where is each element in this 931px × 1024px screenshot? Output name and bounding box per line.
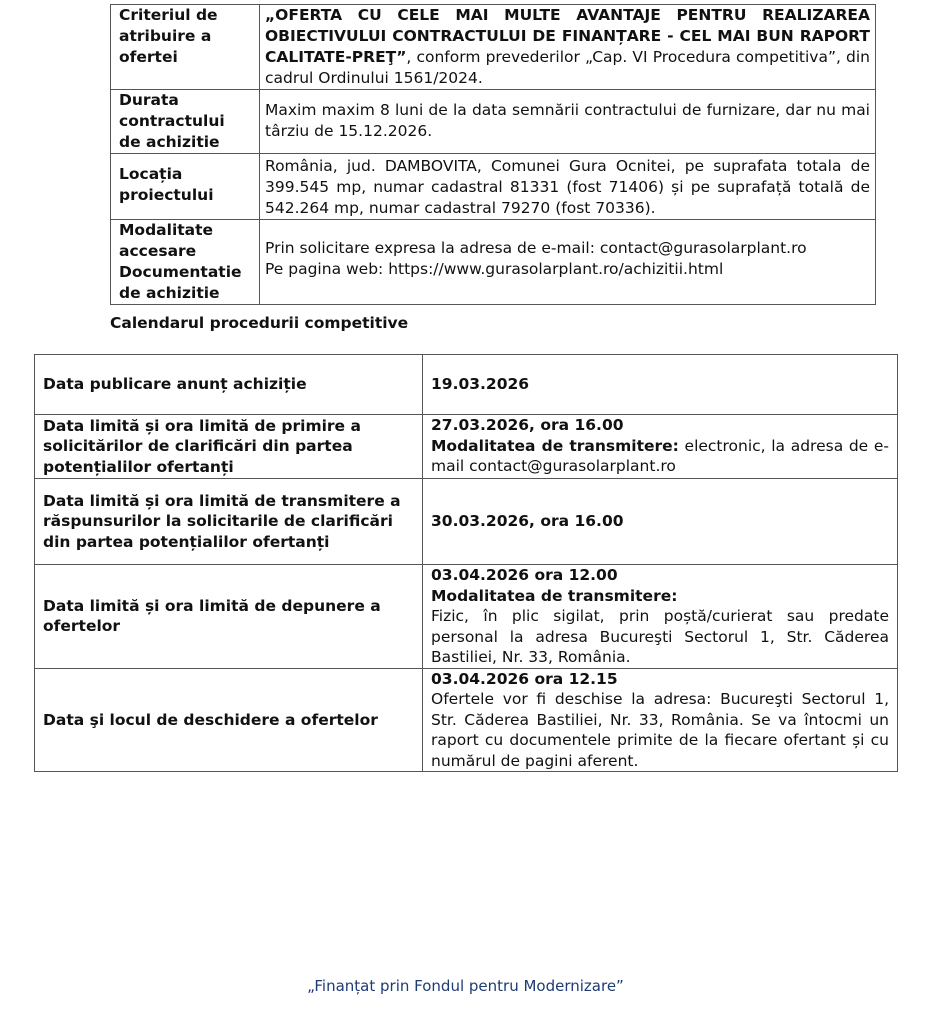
label-line: atribuire a <box>119 27 212 45</box>
footer-funding-note: „Finanțat prin Fondul pentru Modernizare” <box>307 977 624 995</box>
row-label: Data limită și ora limită de transmitere a răspunsurilor la solicitarile de clarificări din partea potențialilor ofertanți <box>35 479 423 565</box>
transmission-label: Modalitatea de transmitere: <box>431 436 679 455</box>
opening-date: 03.04.2026 ora 12.15 <box>431 669 618 688</box>
label-line: Criteriul de <box>119 6 218 24</box>
label-line: de achizitie <box>119 133 220 151</box>
label-line: contractului <box>119 112 225 130</box>
label-line: Durata <box>119 91 179 109</box>
label-line: Documentatie <box>119 263 242 281</box>
label-line: de achizitie <box>119 284 220 302</box>
publication-date: 19.03.2026 <box>423 355 898 415</box>
clarification-answer-date: 30.03.2026, ora 16.00 <box>423 479 898 565</box>
row-label: Data şi locul de deschidere a ofertelor <box>35 668 423 772</box>
table-row <box>111 220 876 305</box>
duration-text: Maxim maxim 8 luni de la data semnării contractului de furnizare, dar nu mai târziu de 15.12.2026. <box>265 101 870 140</box>
project-location-value <box>260 154 876 220</box>
deadline-date: 27.03.2026, ora 16.00 <box>431 416 624 434</box>
email-request-text: Prin solicitare expresa la adresa de e-mail: contact@gurasolarplant.ro <box>265 239 807 257</box>
opening-text: Ofertele vor fi deschise la adresa: Bucureşti Sectorul 1, Str. Căderea Bastiliei, Nr. 33, România. Se va întocmi un raport cu documentele primite de la fiecare ofertant și cu numărul de pagini aferent. <box>431 690 889 770</box>
contract-duration-value <box>260 90 876 154</box>
table-row <box>111 154 876 220</box>
clarification-request-value <box>423 415 898 479</box>
table-row <box>35 668 898 772</box>
row-label <box>111 220 260 305</box>
transmission-text: electronic, la adresa de e-mail contact@gurasolarplant.ro <box>431 436 889 475</box>
table-row <box>35 415 898 479</box>
offer-opening-value <box>423 668 898 772</box>
award-criterion-value <box>260 5 876 90</box>
label-line: ofertei <box>119 48 178 66</box>
documentation-access-value <box>260 220 876 305</box>
section-title: Calendarul procedurii competitive <box>110 314 409 332</box>
table-row <box>111 5 876 90</box>
row-label <box>111 90 260 154</box>
table-row <box>35 479 898 565</box>
row-label <box>111 5 260 90</box>
website-text: Pe pagina web: https://www.gurasolarplant.ro/achizitii.html <box>265 260 724 278</box>
row-label: Data publicare anunț achiziție <box>35 355 423 415</box>
table-row <box>111 90 876 154</box>
label-line: Locația <box>119 165 183 183</box>
label-line: accesare <box>119 242 197 260</box>
label-line: proiectului <box>119 186 214 204</box>
table-row <box>35 355 898 415</box>
row-label: Data limită și ora limită de depunere a ofertelor <box>35 565 423 669</box>
submission-text: Fizic, în plic sigilat, prin poștă/curierat sau predate personal la adresa Bucureşti Sectorul 1, Str. Căderea Bastiliei, Nr. 33, România. <box>431 607 889 666</box>
deadline-date: 03.04.2026 ora 12.00 <box>431 566 618 584</box>
row-label: Data limită și ora limită de primire a solicitărilor de clarificări din partea potențialilor ofertanți <box>35 415 423 479</box>
row-label <box>111 154 260 220</box>
transmission-label: Modalitatea de transmitere: <box>431 586 678 605</box>
location-text: România, jud. DAMBOVITA, Comunei Gura Ocnitei, pe suprafata totala de 399.545 mp, numar cadastral 81331 (fost 71406) și pe suprafață totală de 542.264 mp, numar cadastral 79270 (fost 70336). <box>265 157 870 217</box>
offer-submission-value <box>423 565 898 669</box>
award-criterion-rest: , conform prevederilor „Cap. VI Procedura competitiva”, din cadrul Ordinului 1561/2024. <box>265 48 870 87</box>
label-line: Modalitate <box>119 221 214 239</box>
procurement-details-table <box>110 4 876 305</box>
procedure-calendar-table <box>34 354 898 772</box>
award-criterion-bold: „OFERTA CU CELE MAI MULTE AVANTAJE PENTRU REALIZAREA OBIECTIVULUI CONTRACTULUI DE FINANȚARE - CEL MAI BUN RAPORT CALITATE-PREŢ” <box>265 6 870 66</box>
table-row <box>35 565 898 669</box>
